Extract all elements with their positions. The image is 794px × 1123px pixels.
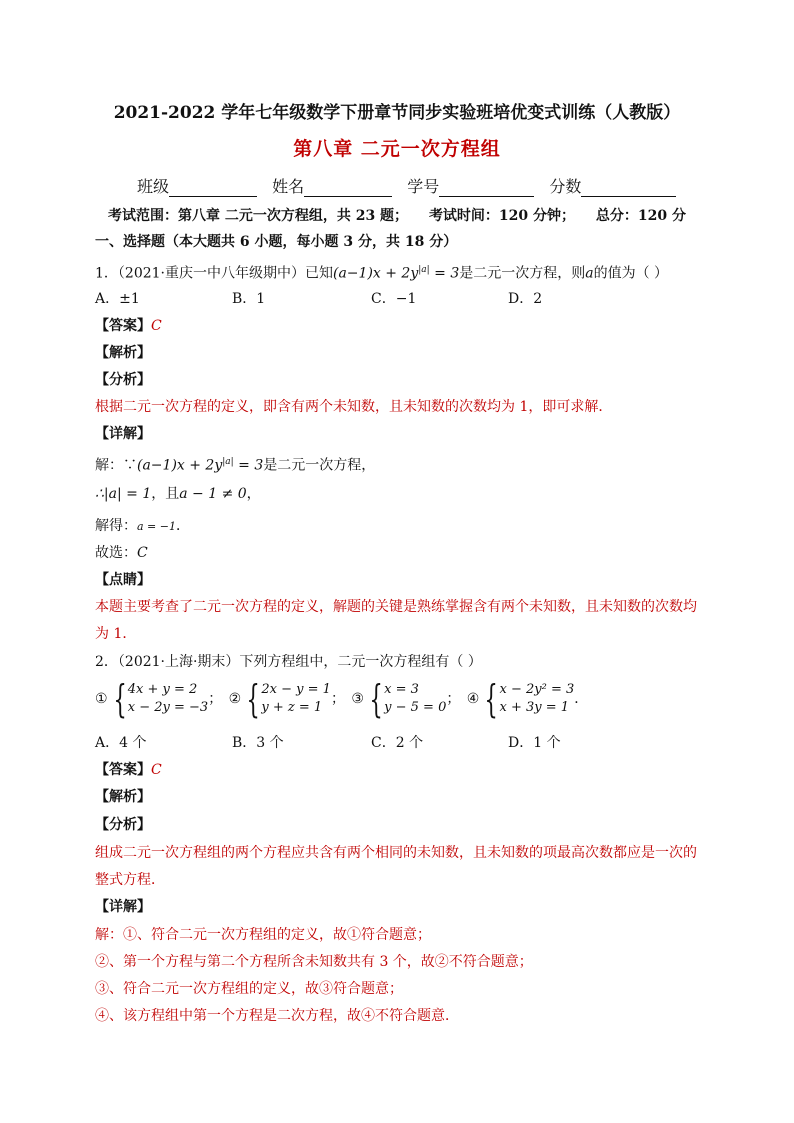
q1-choose: C [137,545,148,561]
q1-option-a: A．±1 [95,291,140,307]
system-3-eq1: x = 3 [384,682,419,697]
q2-fenxi-line-2: 整式方程． [95,872,165,888]
system-4 [466,677,589,721]
q1-sol2-mid: ，且 [151,486,180,502]
system-1-eq1: 4x + y = 2 [127,682,198,697]
system-3-mark: ③ [351,691,364,707]
q2-answer: C [151,762,162,778]
q2-detail-tag: 【详解】 [95,899,151,915]
system-2 [228,677,345,721]
q1-option-b: B．1 [232,291,266,307]
q1-sol3-eq: a = −1 [137,520,176,533]
system-3-sep: ； [446,691,461,707]
system-3-brace: { [369,677,383,721]
document-title: 2021-2022 学年七年级数学下册章节同步实验班培优变式训练（人教版） [113,103,681,123]
q1-prefix: 1．（2021·重庆一中八年级期中）已知 [95,265,333,282]
system-1-mark: ① [95,691,108,707]
system-2-equations [261,681,331,717]
q2-option-c: C．2 个 [371,735,424,751]
q1-answer-tag: 【答案】 [95,318,151,334]
q1-detail-tag: 【详解】 [95,426,151,442]
system-2-mark: ② [228,691,242,707]
exam-scope [0,205,794,225]
q2-analysis-tag: 【解析】 [95,789,151,805]
q1-comment-line-2: 为 1． [95,626,137,642]
q1-sol1-eq: (a−1)x + 2y [137,457,223,474]
q1-option-d: D．2 [508,291,543,307]
q1-middle: 是二元一次方程，则 [459,265,586,282]
q1-sol1-exp: |a| [222,457,234,467]
q1-sol2-a: ∴|a| = 1 [95,486,152,502]
question-1-stem [95,260,668,284]
q1-comment-line-1: 本题主要考查了二元一次方程的定义，解题的关键是熟练掌握含有两个未知数，且未知数的次数均 [95,599,697,615]
score-blank [581,180,676,197]
system-3-eq2: y − 5 = 0 [384,700,447,715]
system-1-brace: { [113,677,127,721]
q2-answer-line [95,760,162,780]
question-2-options [95,733,561,753]
q1-var: a [585,265,594,282]
class-blank [169,180,257,197]
q2-detail-line-1: 解：①、符合二元一次方程组的定义，故①符合题意； [95,927,431,943]
system-1-sep: ； [208,691,223,707]
system-4-eq2: x + 3y = 1 [499,700,570,715]
q1-sol1-suffix: 是二元一次方程， [263,457,376,474]
q1-fenxi-text: 根据二元一次方程的定义，即含有两个未知数，且未知数的次数均为 1，即可求解． [95,399,613,415]
q1-sol3-prefix: 解得： [95,518,137,534]
system-4-eq1: x − 2y² = 3 [499,682,575,697]
q1-sol1-rhs: = 3 [233,457,264,474]
q1-answer: C [151,318,162,334]
q2-detail-line-4: ④、该方程组中第一个方程是二次方程，故④不符合题意． [95,1008,459,1024]
q1-equation: (a−1)x + 2y [333,265,419,282]
q2-fenxi-tag: 【分析】 [95,817,151,833]
q1-solution-line-2 [95,484,261,504]
system-4-mark: ④ [466,691,480,707]
system-2-brace: { [246,677,260,721]
q2-fenxi-line-1: 组成二元一次方程组的两个方程应共含有两个相同的未知数，且未知数的项最高次数都应是一次的 [95,845,697,861]
id-blank [439,180,534,197]
q1-solution-line-1 [95,452,375,476]
system-4-equations [500,681,575,717]
name-blank [304,180,392,197]
q1-sol2-end: ， [246,486,261,502]
q1-sol1-prefix: 解：∵ [95,457,137,474]
name-label: 姓名 [272,177,305,196]
system-3-equations [384,681,446,717]
system-2-sep: ； [330,691,345,707]
question-1-options [95,289,542,309]
q1-sol2-b: a − 1 ≠ 0 [179,486,247,502]
exam-time: 考试时间：120 分钟； [428,208,576,224]
q1-suffix: 的值为（ ） [593,265,669,282]
q1-sol3-end: ． [175,518,190,534]
q1-option-c: C．−1 [371,291,417,307]
student-info-line [137,174,686,197]
q1-fenxi-tag: 【分析】 [95,372,151,388]
system-3 [351,677,461,721]
class-label: 班级 [137,177,170,196]
q2-option-a: A．4 个 [95,735,147,751]
q2-option-b: B．3 个 [232,735,284,751]
chapter-title: 第八章 二元一次方程组 [293,138,501,160]
q2-detail-line-2: ②、第一个方程与第二个方程所含未知数共有 3 个，故②不符合题意； [95,954,533,970]
system-4-brace: { [484,677,499,721]
system-1 [95,677,223,721]
q1-answer-line [95,316,162,336]
q2-answer-tag: 【答案】 [95,762,151,778]
q2-option-d: D．1 个 [508,735,561,751]
section-heading: 一、选择题（本大题共 6 小题，每小题 3 分，共 18 分） [95,234,458,250]
system-2-eq2: y + z = 1 [261,700,323,715]
id-label: 学号 [407,177,440,196]
system-1-equations [128,681,208,717]
question-2-systems [95,677,590,721]
q1-exponent: |a| [418,265,430,275]
system-4-sep: ． [574,691,589,707]
system-2-eq1: 2x − y = 1 [261,682,331,697]
score-label: 分数 [549,177,582,196]
exam-range: 考试范围：第八章 二元一次方程组，共 23 题； [107,208,409,224]
question-2-stem: 2．（2021·上海·期末）下列方程组中，二元一次方程组有（ ） [95,654,482,670]
q1-choose-prefix: 故选： [95,545,137,561]
system-1-eq2: x − 2y = −3 [127,700,209,715]
q2-detail-line-3: ③、符合二元一次方程组的定义，故③符合题意； [95,981,403,997]
q1-comment-tag: 【点睛】 [95,572,151,588]
q1-rhs: = 3 [429,265,460,282]
q1-solution-line-3 [95,516,190,537]
q1-analysis-tag: 【解析】 [95,345,151,361]
q1-choose-line [95,543,148,563]
exam-total: 总分：120 分 [595,208,687,224]
